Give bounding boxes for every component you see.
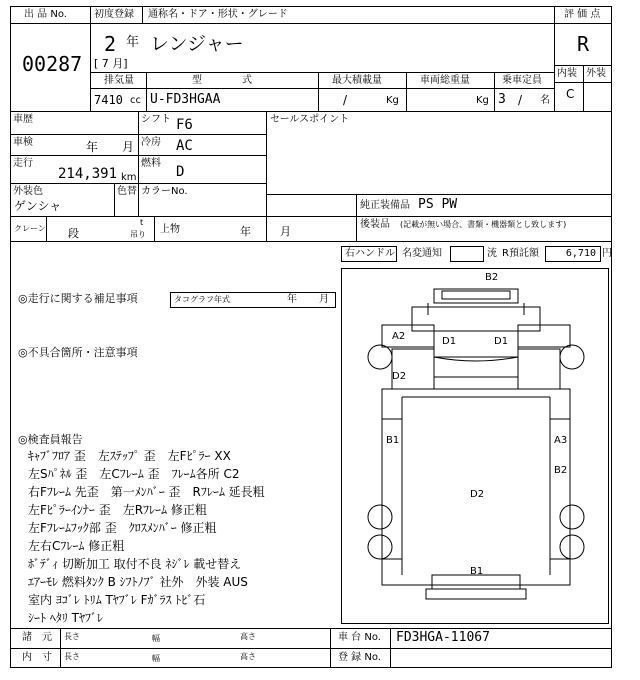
model-name-label: 通称名・ドア・形状・グレード [148,9,288,20]
report-line: ｷｬﾌﾞﾌﾛｱ 歪 左ｽﾃｯﾌﾟ 歪 左Fﾋﾟﾗｰ XX [28,449,231,463]
color-code-label: カラーNo. [141,186,188,197]
type-code: U-FD3HGAA [150,92,221,107]
gross-weight-label: 車両総重量 [420,75,470,86]
overall-score: R [577,32,590,56]
color-value: ゲンシャ [14,199,62,213]
capacity-value: 3 [498,92,506,107]
upper-year-unit: 年 [240,225,251,238]
inspector-report-label: ◎検査員報告 [18,433,83,446]
report-line: 右Fﾌﾚｰﾑ 先歪 第一ﾒﾝﾊﾞｰ 歪 Rﾌﾚｰﾑ 延長粗 [28,485,265,499]
interior-label: 内装 [557,68,577,79]
capacity-label: 乗車定員 [502,75,542,86]
tachograph-box [170,292,336,308]
lot-number-label: 出 品 No. [24,9,67,20]
defects-label: ◎不具合箇所・注意事項 [18,346,138,359]
first-registration-label: 初度登録 [94,9,134,20]
crane-ton-unit: t [140,218,144,227]
damage-a3: A3 [554,435,568,446]
deposit-box [545,246,601,262]
report-line: ﾎﾞﾃﾞｨ 切断加工 取付不良 ﾈｼﾞﾚ 載せ替え [28,557,242,571]
chassis-number-label: 車 台 No. [338,632,381,643]
history-label: 車歴 [13,114,33,125]
inner-height-label: 高さ [240,652,256,661]
exterior-label: 外装 [586,68,606,79]
capacity-separator: / [518,93,523,107]
aftermarket-note: (記載が無い場合、書類・機器類とし致します) [400,220,567,229]
report-line: ｴｱｰﾓﾚ 燃料ﾀﾝｸ B ｼﾌﾄﾉﾌﾞ 社外 外装 AUS [28,575,248,589]
dimensions-label: 諸 元 [22,632,52,643]
mileage-label: 走行 [13,158,33,169]
deposit-label: R預託額 [502,248,539,259]
inspection-year-unit: 年 [86,140,99,154]
ryu-label: 㳘 [487,248,497,259]
damage-d2-left: D2 [392,371,407,382]
dims-height-label: 高さ [240,632,256,641]
fuel-label: 燃料 [141,158,161,169]
interior-score: C [566,87,575,101]
report-line: 室内 ﾖｺﾞﾚ ﾄﾘﾑ Tﾔﾌﾞﾚ Fｶﾞﾗｽ ﾄﾋﾞ石 [28,593,206,607]
aftermarket-label: 後装品 [360,219,390,230]
tachograph-label: タコグラフ年式 [174,295,230,304]
model-name: レンジャー [150,33,244,55]
damage-a2: A2 [392,331,406,342]
registration-month: [ 7 月] [94,57,128,70]
truck-damage-diagram [341,268,609,624]
lot-number: 00287 [22,52,83,76]
gross-weight-unit: Kg [476,95,489,106]
sales-point-label: セールスポイント [270,114,350,125]
damage-b1-left: B1 [386,435,400,446]
aircon-label: 冷房 [141,137,161,148]
inner-length-label: 長さ [64,652,80,661]
equipment-label: 純正装備品 [360,200,410,211]
max-load-value: / [343,93,348,107]
damage-d1-right: D1 [494,336,509,347]
aircon-value: AC [176,138,193,154]
equipment-value: PS PW [418,197,458,212]
report-line: 左Fﾌﾚｰﾑﾌｯｸ部 歪 ｸﾛｽﾒﾝﾊﾞｰ 修正粗 [28,521,217,535]
damage-b2-right: B2 [554,465,568,476]
name-change-box [450,246,484,262]
tachograph-month-unit: 月 [319,294,329,305]
color-label: 外装色 [13,186,43,197]
tachograph-year-unit: 年 [287,294,297,305]
displacement-unit: cc [130,95,141,106]
mileage-value: 214,391 [58,166,118,182]
inspection-label: 車検 [13,137,33,148]
crane-stage-unit: 段 [68,227,79,240]
dims-width-label: 幅 [152,634,160,643]
inspection-month-unit: 月 [122,140,135,154]
fuel-value: D [176,164,185,180]
right-hand-box [341,246,397,262]
report-line: 左Sﾊﾟﾈﾙ 歪 左Cﾌﾚｰﾑ 歪 ﾌﾚｰﾑ各所 C2 [28,467,240,481]
max-load-label: 最大積載量 [332,75,382,86]
inner-dimensions-label: 内 寸 [22,652,52,663]
year-unit: 年 [126,35,140,50]
shift-value: F6 [176,117,193,133]
registration-number-label: 登 録 No. [338,652,381,663]
driving-notes-label: ◎走行に関する補足事項 [18,292,138,305]
crane-label: クレーン [14,224,46,233]
mileage-unit: km [121,172,137,183]
name-change-label: 名変通知 [402,248,442,259]
displacement-value: 7410 [94,93,123,107]
upper-body-label: 上物 [160,224,180,235]
right-hand-label: 右ハンドル [345,248,395,259]
report-line: 左Fﾋﾟﾗｰｲﾝﾅｰ 歪 左Rﾌﾚｰﾑ 修正粗 [28,503,207,517]
capacity-unit: 名 [540,95,550,106]
shift-label: シフト [141,114,171,125]
damage-b2-top: B2 [485,272,499,283]
color-change-label: 色替 [117,186,137,197]
report-line: 左右Cﾌﾚｰﾑ 修正粗 [28,539,125,553]
inner-width-label: 幅 [152,654,160,663]
registration-year: 2 [104,32,117,56]
damage-d2-center: D2 [470,489,485,500]
score-label: 評 価 点 [564,9,601,20]
report-line: ｼｰﾄ ﾍﾀﾘ Tﾔﾌﾞﾚ [28,611,103,625]
chassis-number: FD3HGA-11067 [396,630,490,645]
upper-month-unit: 月 [280,225,291,238]
max-load-unit: Kg [386,95,399,106]
damage-d1-left: D1 [442,336,457,347]
deposit-value: 6,710 [565,248,596,259]
displacement-label: 排気量 [104,75,134,86]
crane-hoist-unit: 吊り [130,230,146,239]
dims-length-label: 長さ [64,632,80,641]
yen-unit: 円 [602,248,612,259]
damage-b1-bottom: B1 [470,566,484,577]
type-label: 型 式 [192,75,252,86]
